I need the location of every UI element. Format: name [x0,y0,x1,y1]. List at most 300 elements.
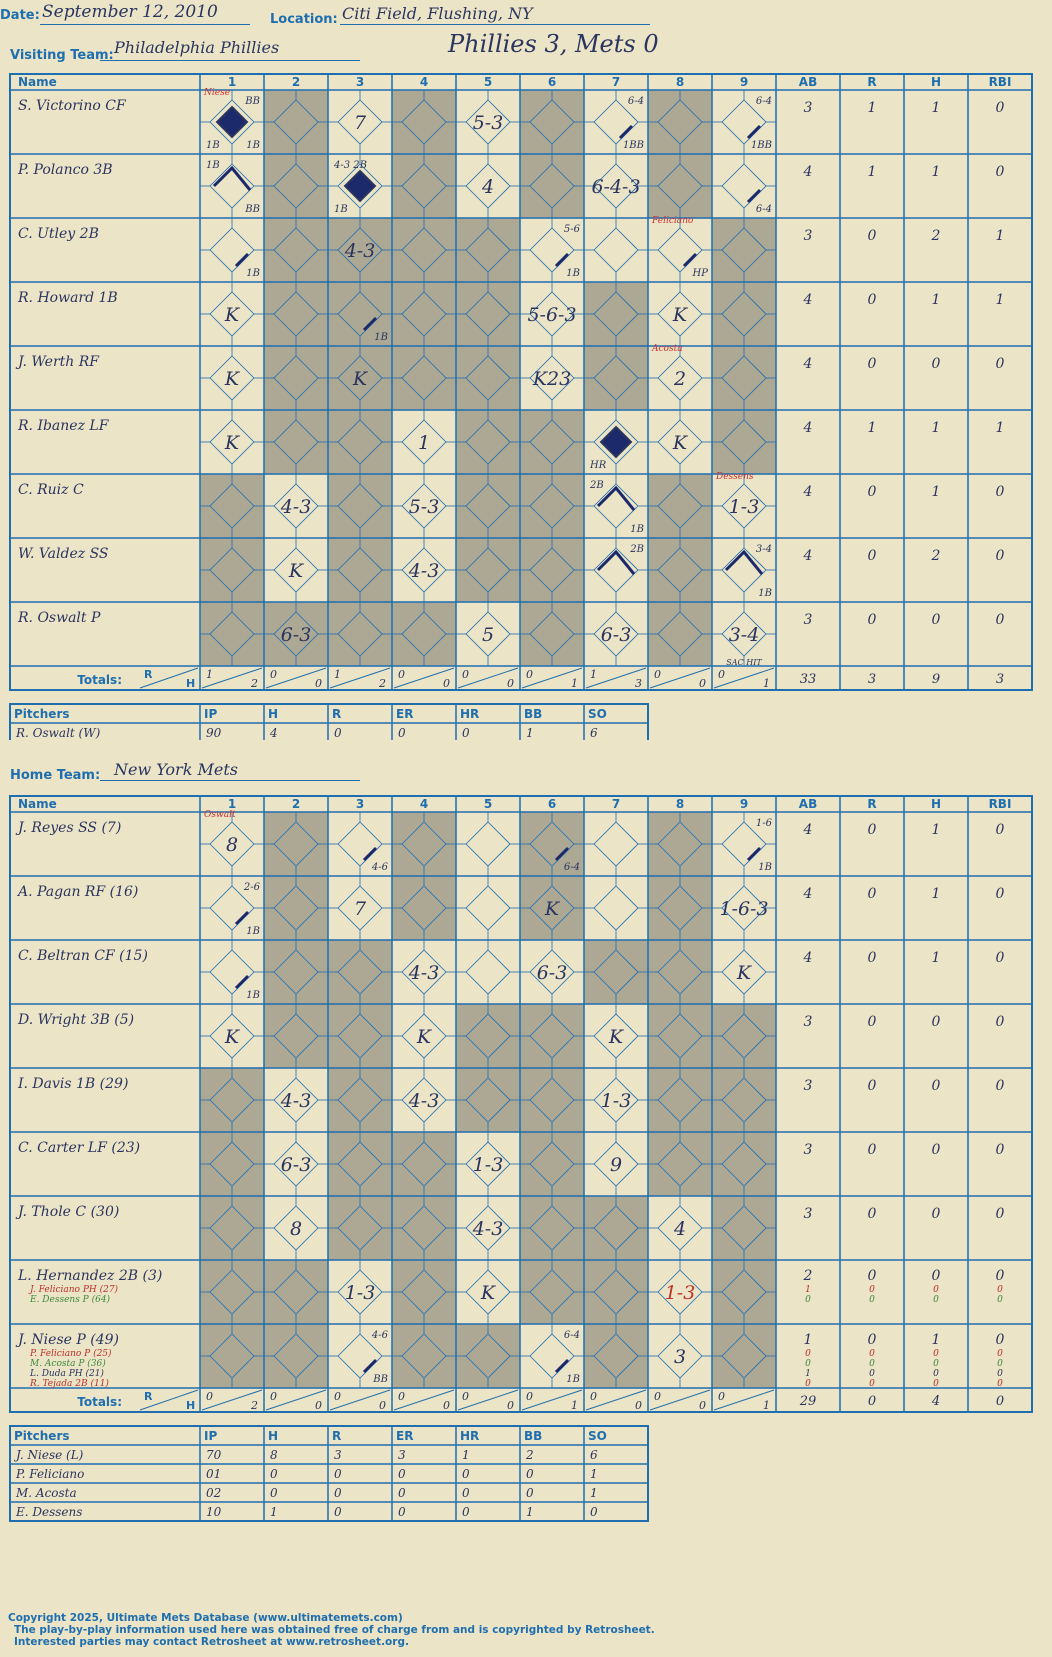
inning-runs: 1 [334,668,341,681]
sub-h: 0 [933,1295,939,1305]
pitcher-name: M. Acosta [16,1486,77,1500]
inning-header: 9 [739,75,749,89]
inning-hits: 3 [635,677,642,690]
run-scored-diamond [345,171,375,201]
play-annotation: 1B [566,1374,580,1385]
play-result: 1-3 [472,1154,504,1176]
inning-hits: 0 [699,1399,706,1412]
inning-hits: 1 [763,677,770,690]
pitcher-bb: 1 [526,726,534,740]
sub-rbi: 0 [997,1349,1003,1359]
totals-label: Totals: [77,1395,122,1409]
batter-name: A. Pagan RF (16) [18,884,139,900]
play-annotation: BB [245,204,260,215]
inning-hits: 0 [315,1399,322,1412]
batter-r: 0 [867,822,877,838]
play-annotation: 1B [206,160,220,171]
play-annotation: 1-6 [755,818,772,829]
pitcher-er: 0 [398,1467,406,1481]
date-label: Date: [0,8,40,23]
pitcher-er: 0 [398,726,406,740]
batter-r: 0 [867,292,877,308]
play-annotation: 1B [566,268,580,279]
inning-header: 7 [611,75,621,89]
pitcher-bb: 2 [526,1448,534,1462]
batter-rbi: 1 [995,420,1005,436]
team-total-r: 3 [867,672,877,687]
play-annotation: 1B [246,140,260,151]
sub-name: L. Duda PH (21) [30,1369,104,1379]
play-result: K [608,1026,624,1048]
batter-rbi: 0 [995,1078,1005,1094]
pitcher-name: P. Feliciano [16,1467,85,1481]
batter-rbi: 0 [995,548,1005,564]
batter-h: 2 [931,548,941,564]
sub-ab: 1 [805,1285,811,1295]
play-annotation: 4-6 [371,862,388,873]
play-annotation: 1B [334,204,348,215]
play-annotation: 1B [246,268,260,279]
batter-r: 1 [867,100,877,116]
pitcher-change-note: Niese [204,88,231,98]
inning-runs: 0 [462,1390,469,1403]
play-annotation: 1B [758,862,772,873]
visitors-scorecard [0,0,1052,740]
play-annotation: 2-6 [243,882,260,893]
pitcher-hr: 1 [462,1448,470,1462]
inning-hits: 1 [571,1399,578,1412]
stat-header: H [930,75,942,89]
batter-rbi: 0 [995,612,1005,628]
pitcher-header: Pitchers [14,1429,70,1443]
batter-r: 1 [867,420,877,436]
game-date: September 12, 2010 [42,2,218,22]
sub-rbi: 0 [997,1285,1003,1295]
batter-h: 1 [931,822,941,838]
sub-ab: 0 [805,1359,811,1369]
play-annotation: 4-3 2B [334,160,367,171]
visiting-team-name: Philadelphia Phillies [114,38,280,57]
pitcher-r: 0 [334,1505,342,1519]
pitcher-h: 1 [270,1505,278,1519]
pitcher-r: 0 [334,1486,342,1500]
inning-hits: 1 [763,1399,770,1412]
play-result: 4-3 [472,1218,504,1240]
sub-rbi: 0 [997,1359,1003,1369]
inning-runs: 0 [718,668,725,681]
sub-rbi: 0 [997,1379,1003,1389]
batter-name: W. Valdez SS [18,546,109,562]
footer-contact: Interested parties may contact Retrosheet at www.retrosheet.org. [14,1636,409,1648]
base-diamond [466,950,510,994]
play-result: 4-3 [408,1090,440,1112]
play-result: 6-3 [280,1154,312,1176]
home-team-label: Home Team: [10,768,101,783]
home-team-name: New York Mets [114,760,238,779]
hit-bar [620,126,632,138]
pitcher-so: 1 [590,1486,598,1500]
batter-name: J. Niese P (49) [18,1332,119,1348]
inning-runs: 0 [654,668,661,681]
sub-ab: 1 [805,1369,811,1379]
batter-ab: 4 [803,420,813,436]
play-annotation: 1B [206,140,220,151]
play-result: K [224,304,240,326]
sub-r: 0 [869,1295,875,1305]
inning-hits: 1 [571,677,578,690]
play-annotation: HP [692,268,708,279]
batter-r: 0 [867,886,877,902]
batter-ab: 3 [803,1206,813,1222]
inning-hits: 2 [251,677,258,690]
pitcher-hr: 0 [462,1486,470,1500]
pitcher-so: 0 [590,1505,598,1519]
batter-r: 0 [867,950,877,966]
location-label: Location: [270,12,338,27]
pitcher-ip: 10 [206,1505,222,1519]
batter-rbi: 0 [995,1206,1005,1222]
sub-h: 0 [933,1285,939,1295]
hit-bar [364,848,376,860]
pitcher-change-note: Dessens [716,472,754,482]
pitcher-header: SO [588,1429,607,1443]
play-result: 5-3 [472,112,504,134]
sub-rbi: 0 [997,1369,1003,1379]
batter-ab: 3 [803,612,813,628]
stat-header: AB [798,75,818,89]
pitcher-hr: 0 [462,1467,470,1481]
batter-h: 0 [931,612,941,628]
batter-name: L. Hernandez 2B (3) [18,1268,163,1284]
stat-header: RBI [988,75,1012,89]
play-annotation: 6-4 [755,204,772,215]
play-result: K23 [532,368,572,390]
batter-r: 0 [867,356,877,372]
play-result: 9 [609,1154,623,1176]
batter-rbi: 0 [995,1142,1005,1158]
batter-h: 1 [931,886,941,902]
play-annotation: 5-6 [563,224,580,235]
play-annotation: 2B [630,544,644,555]
hit-bar [556,254,568,266]
inning-header: 5 [483,75,493,89]
inning-header: 1 [227,75,237,89]
batter-ab: 3 [803,1142,813,1158]
base-diamond [594,228,638,272]
batter-r: 0 [867,1078,877,1094]
pitcher-change-note: Oswalt [204,810,236,820]
play-annotation: 4-6 [371,1330,388,1341]
batter-r: 0 [867,484,877,500]
play-result: 5-6-3 [527,304,577,326]
play-result: K [736,962,752,984]
pitcher-so: 6 [590,1448,598,1462]
play-result: K [352,368,368,390]
inning-hits: 0 [379,1399,386,1412]
batter-rbi: 0 [995,100,1005,116]
hit-bar [236,254,248,266]
pitcher-header: BB [524,1429,543,1443]
play-result: 1-3 [664,1282,696,1304]
sub-h: 0 [933,1369,939,1379]
play-annotation: 6-4 [627,96,644,107]
inning-header: 9 [739,797,749,811]
home-scorecard [0,780,1052,1540]
inning-runs: 0 [462,668,469,681]
batter-r: 0 [867,228,877,244]
play-result: 8 [289,1218,303,1240]
batter-rbi: 0 [995,886,1005,902]
batter-name: C. Beltran CF (15) [18,948,148,964]
pitcher-r: 0 [334,726,342,740]
pitcher-r: 0 [334,1467,342,1481]
inning-header: 2 [291,797,301,811]
base-diamond [210,950,254,994]
pitcher-hr: 0 [462,726,470,740]
totals-r-label: R [144,1390,153,1403]
hit-bar [684,254,696,266]
batter-name: J. Werth RF [18,354,99,370]
batter-ab: 3 [803,228,813,244]
base-diamond [210,228,254,272]
play-annotation: BB [245,96,260,107]
base-diamond [658,228,702,272]
team-total-h: 4 [931,1394,941,1409]
batter-r: 0 [867,1142,877,1158]
pitcher-change-note: Acosta [652,344,683,354]
team-total-h: 9 [931,672,941,687]
inning-header: 3 [355,75,365,89]
play-result: 6-4-3 [591,176,641,198]
inning-runs: 0 [526,1390,533,1403]
play-result: 4-3 [280,496,312,518]
inning-header: 8 [675,797,685,811]
batter-h: 0 [931,1268,941,1284]
play-result: 4-3 [408,560,440,582]
play-result: 6-3 [280,624,312,646]
batter-name: C. Utley 2B [18,226,99,242]
pitcher-r: 3 [334,1448,342,1462]
run-scored-diamond [217,107,247,137]
play-result: 1-3 [600,1090,632,1112]
batter-rbi: 1 [995,228,1005,244]
pitcher-header: H [268,1429,279,1443]
batter-r: 0 [867,612,877,628]
play-annotation: 6-4 [755,96,772,107]
pitcher-name: J. Niese (L) [16,1448,84,1462]
play-result: 6-3 [536,962,568,984]
inning-runs: 0 [654,1390,661,1403]
sub-name: M. Acosta P (36) [30,1359,106,1369]
pitcher-header: IP [204,1429,218,1443]
base-diamond [722,164,766,208]
play-annotation: 2B [590,480,604,491]
sub-ab: 0 [805,1295,811,1305]
pitcher-header: HR [460,707,480,721]
batter-r: 0 [867,1014,877,1030]
batter-h: 0 [931,1142,941,1158]
batter-name: R. Oswalt P [18,610,101,626]
batter-r: 0 [867,1332,877,1348]
play-annotation: 1B [246,926,260,937]
pitchers-table-border [10,704,648,740]
base-diamond [466,822,510,866]
inning-header: 7 [611,797,621,811]
play-result: 6-3 [600,624,632,646]
pitcher-h: 4 [270,726,278,740]
play-annotation: 6-4 [563,1330,580,1341]
batter-name: P. Polanco 3B [18,162,113,178]
inning-header: 2 [291,75,301,89]
play-result: K [480,1282,496,1304]
team-total-ab: 33 [799,672,817,687]
score-title: Phillies 3, Mets 0 [448,30,659,58]
sub-r: 0 [869,1359,875,1369]
play-annotation: 1BB [622,140,644,151]
inning-header: 6 [547,75,557,89]
play-result: 3-4 [728,624,760,646]
hit-bar [556,1360,568,1372]
inning-header: 4 [419,797,429,811]
inning-hits: 0 [507,1399,514,1412]
play-annotation: HR [590,460,607,471]
batter-ab: 4 [803,548,813,564]
play-result: K [544,898,560,920]
play-result: 2 [673,368,687,390]
batter-h: 0 [931,1014,941,1030]
sub-r: 0 [869,1369,875,1379]
pitcher-ip: 02 [206,1486,222,1500]
totals-h-label: H [186,677,196,690]
play-annotation: 1B [758,588,772,599]
stat-header: RBI [988,797,1012,811]
team-total-rbi: 0 [995,1394,1005,1409]
batter-name: R. Howard 1B [18,290,118,306]
stat-header: R [867,75,877,89]
hit-bar [236,976,248,988]
pitcher-h: 8 [270,1448,278,1462]
baserunner-path [598,488,634,510]
batter-ab: 4 [803,950,813,966]
batter-name: J. Thole C (30) [18,1204,120,1220]
pitcher-header: SO [588,707,607,721]
batter-ab: 1 [803,1332,813,1348]
pitcher-change-note: Feliciano [652,216,694,226]
sub-h: 0 [933,1379,939,1389]
inning-runs: 1 [590,668,597,681]
play-result: 5 [481,624,495,646]
inning-header: 4 [419,75,429,89]
totals-r-label: R [144,668,153,681]
pitcher-header: IP [204,707,218,721]
inning-runs: 0 [206,1390,213,1403]
sub-ab: 0 [805,1379,811,1389]
pitcher-header: H [268,707,279,721]
pitcher-bb: 0 [526,1467,534,1481]
play-result: K [672,304,688,326]
pitcher-header: R [332,1429,342,1443]
play-annotation: BB [373,1374,388,1385]
hit-bar [236,912,248,924]
pitcher-name: R. Oswalt (W) [16,726,101,740]
batter-ab: 4 [803,886,813,902]
batter-r: 0 [867,1268,877,1284]
inning-runs: 1 [206,668,213,681]
batter-name: J. Reyes SS (7) [18,820,122,836]
inning-runs: 0 [398,1390,405,1403]
play-result: 5-3 [408,496,440,518]
batter-h: 1 [931,420,941,436]
pitcher-h: 0 [270,1467,278,1481]
batter-ab: 2 [803,1268,813,1284]
sub-r: 0 [869,1379,875,1389]
inning-runs: 0 [270,1390,277,1403]
batter-h: 1 [931,100,941,116]
play-result: 1-3 [344,1282,376,1304]
totals-label: Totals: [77,673,122,687]
run-scored-diamond [601,427,631,457]
sub-r: 0 [869,1285,875,1295]
batter-rbi: 1 [995,292,1005,308]
pitcher-ip: 01 [206,1467,222,1481]
play-annotation: SAC HIT [726,658,762,667]
batter-rbi: 0 [995,356,1005,372]
batter-h: 1 [931,950,941,966]
play-annotation: 1B [246,990,260,1001]
batter-h: 0 [931,356,941,372]
play-result: 3 [673,1346,687,1368]
play-result: 1-6-3 [719,898,769,920]
batter-ab: 4 [803,356,813,372]
batter-h: 0 [931,1078,941,1094]
batter-name: C. Ruiz C [18,482,84,498]
pitcher-bb: 0 [526,1486,534,1500]
play-result: 7 [353,898,367,920]
batter-h: 1 [931,164,941,180]
sub-r: 0 [869,1349,875,1359]
batter-name: D. Wright 3B (5) [18,1012,135,1028]
batter-h: 1 [931,1332,941,1348]
batter-h: 1 [931,484,941,500]
sub-h: 0 [933,1349,939,1359]
hit-bar [748,190,760,202]
inning-runs: 0 [590,1390,597,1403]
base-diamond [338,822,382,866]
pitcher-header: ER [396,707,414,721]
play-result: 7 [353,112,367,134]
team-total-r: 0 [867,1394,877,1409]
inning-header: 5 [483,797,493,811]
play-result: 4-3 [408,962,440,984]
batter-h: 2 [931,228,941,244]
pitcher-h: 0 [270,1486,278,1500]
inning-header: 3 [355,797,365,811]
batter-rbi: 0 [995,1332,1005,1348]
batter-rbi: 0 [995,1268,1005,1284]
batter-rbi: 0 [995,484,1005,500]
play-annotation: 1B [374,332,388,343]
play-result: K [224,1026,240,1048]
name-header: Name [18,75,57,89]
play-result: 8 [225,834,239,856]
pitcher-er: 0 [398,1486,406,1500]
play-result: 4 [481,176,495,198]
batter-h: 1 [931,292,941,308]
batter-r: 0 [867,548,877,564]
batter-r: 0 [867,1206,877,1222]
batter-h: 0 [931,1206,941,1222]
pitchers-table-border [10,1426,648,1521]
